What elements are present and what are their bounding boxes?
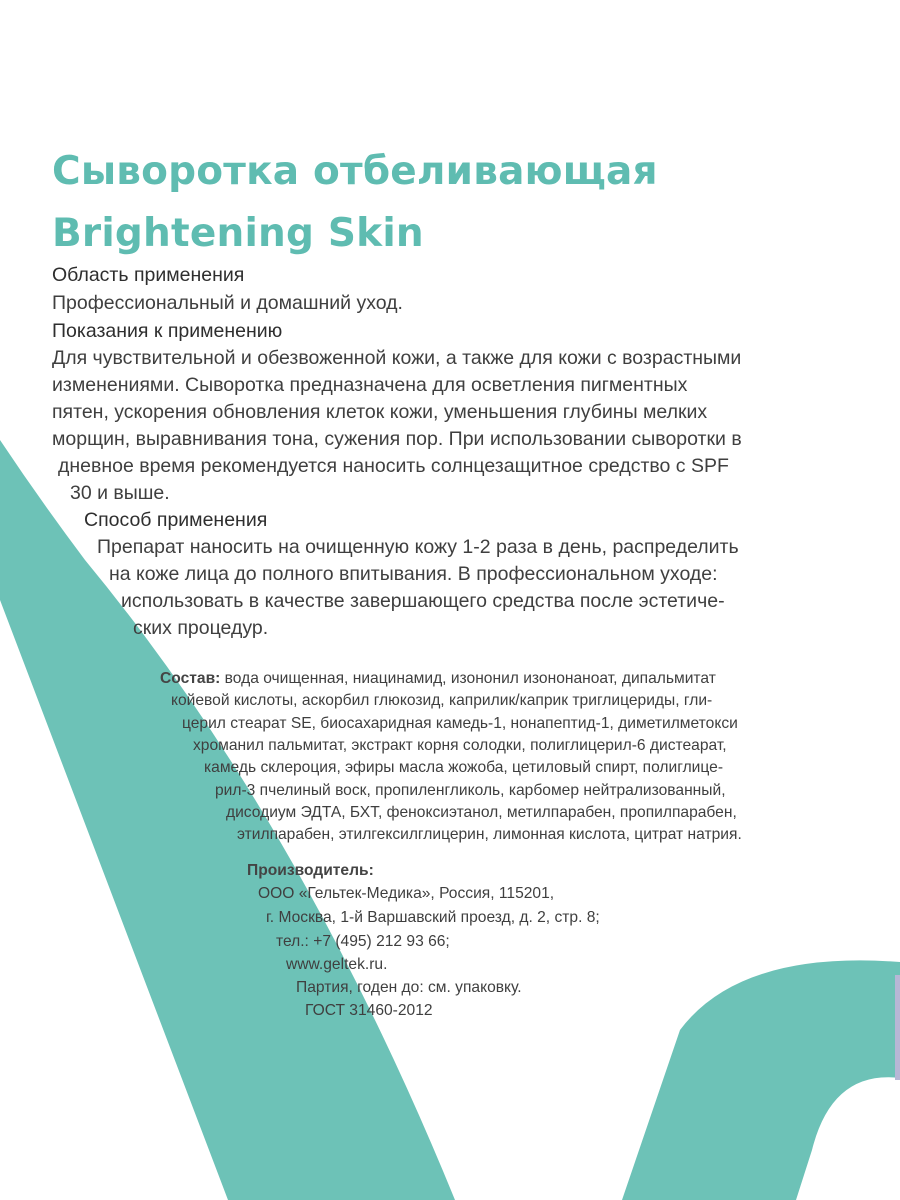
composition-line: дисодиум ЭДТА, БХТ, феноксиэтанол, метилпарабен, пропилпарабен, xyxy=(226,804,737,821)
composition-line: койевой кислоты, аскорбил глюкозид, каприлик/каприк триглицериды, гли- xyxy=(171,692,713,709)
indications-line: 30 и выше. xyxy=(70,482,170,504)
manufacturer-line: Партия, годен до: см. упаковку. xyxy=(296,979,522,996)
right-curved-band xyxy=(622,960,900,1200)
composition-label: Состав: xyxy=(160,670,221,687)
composition-line: церил стеарат SE, биосахаридная камедь-1, нонапептид-1, диметилметокси xyxy=(182,715,738,732)
indications-line: Для чувствительной и обезвоженной кожи, а также для кожи с возрастными xyxy=(52,347,742,369)
composition-line: рил-3 пчелиный воск, пропиленгликоль, карбомер нейтрализованный, xyxy=(215,782,726,799)
area-text: Профессиональный и домашний уход. xyxy=(52,292,403,314)
area-heading: Область применения xyxy=(52,264,245,286)
usage-line: ских процедур. xyxy=(133,617,269,639)
composition-line: хроманил пальмитат, экстракт корня солодки, полиглицерил-6 дистеарат, xyxy=(193,737,727,754)
usage-line: на коже лица до полного впитывания. В профессиональном уходе: xyxy=(109,563,718,585)
manufacturer-line: г. Москва, 1-й Варшавский проезд, д. 2, стр. 8; xyxy=(266,909,600,926)
indications-line: дневное время рекомендуется наносить солнцезащитное средство с SPF xyxy=(58,455,729,477)
right-edge-strip xyxy=(895,975,900,1080)
composition-line-first xyxy=(160,668,716,690)
manufacturer-line: тел.: +7 (495) 212 93 66; xyxy=(276,933,450,950)
manufacturer-label: Производитель: xyxy=(247,862,374,879)
product-title-ru: Сыворотка отбеливающая xyxy=(52,149,658,194)
product-title-en: Brightening Skin xyxy=(52,211,424,256)
composition-line: камедь склероция, эфиры масла жожоба, цетиловый спирт, полиглице- xyxy=(204,759,724,776)
usage-heading: Способ применения xyxy=(84,509,268,531)
manufacturer-line: ГОСТ 31460-2012 xyxy=(305,1002,433,1019)
usage-line: использовать в качестве завершающего средства после эстетиче- xyxy=(121,590,725,612)
indications-heading: Показания к применению xyxy=(52,320,283,342)
usage-line: Препарат наносить на очищенную кожу 1-2 раза в день, распределить xyxy=(97,536,739,558)
composition-text: вода очищенная, ниацинамид, изононил изононаноат, дипальмитат xyxy=(220,670,716,687)
composition-line: этилпарабен, этилгексилглицерин, лимонная кислота, цитрат натрия. xyxy=(237,826,742,843)
indications-line: пятен, ускорения обновления клеток кожи, уменьшения глубины мелких xyxy=(52,401,708,423)
manufacturer-line: www.geltek.ru. xyxy=(286,956,388,973)
manufacturer-line: ООО «Гельтек-Медика», Россия, 115201, xyxy=(258,885,555,902)
indications-line: морщин, выравнивания тона, сужения пор. При использовании сыворотки в xyxy=(52,428,742,450)
indications-line: изменениями. Сыворотка предназначена для осветления пигментных xyxy=(52,374,688,396)
